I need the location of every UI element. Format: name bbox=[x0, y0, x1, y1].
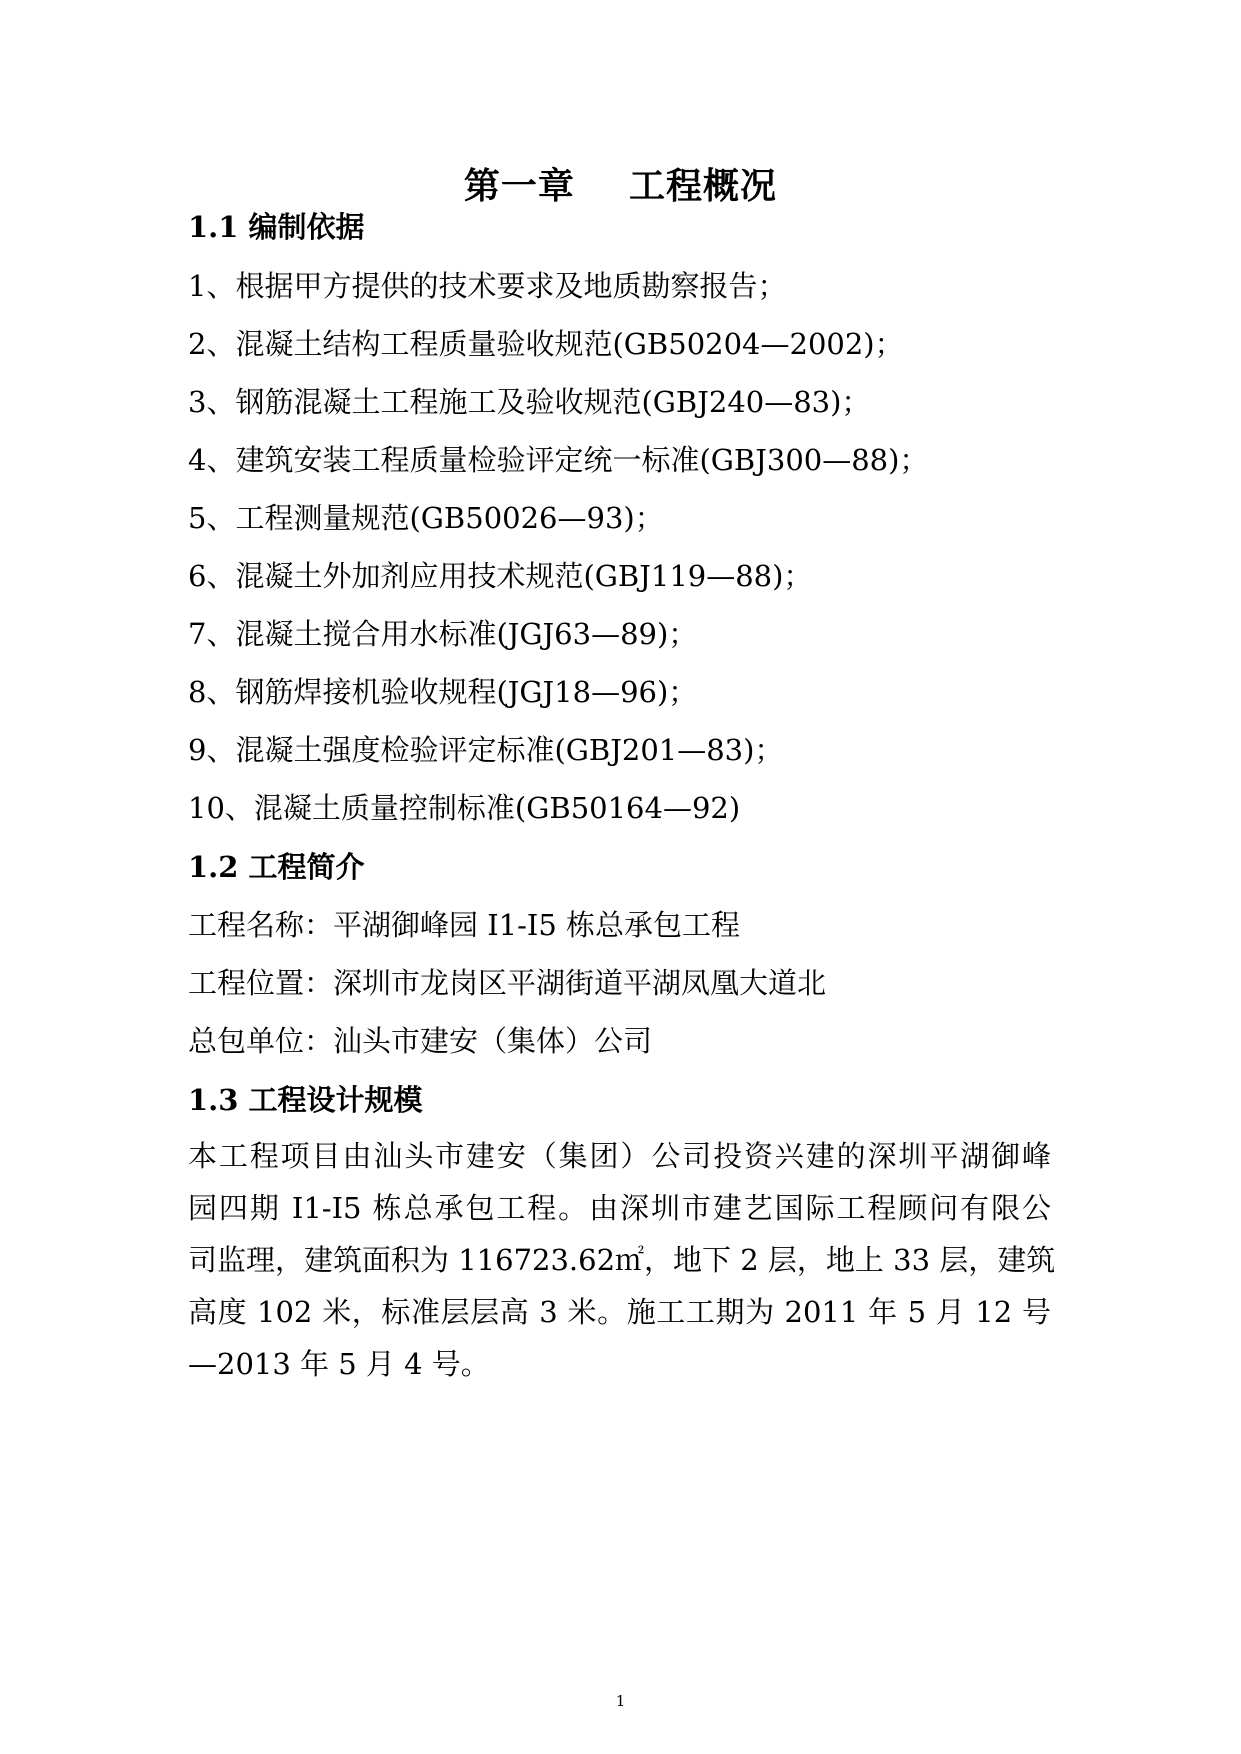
reference-item-8: 8、钢筋焊接机验收规程(JGJ18—96)； bbox=[188, 675, 698, 709]
project-name: 工程名称：平湖御峰园 I1-I5 栋总承包工程 bbox=[188, 908, 741, 942]
paragraph-line-5: —2013 年 5 月 4 号。 bbox=[188, 1347, 490, 1381]
section-heading-1-1: 1.1 编制依据 bbox=[188, 210, 365, 244]
project-location: 工程位置：深圳市龙岗区平湖街道平湖凤凰大道北 bbox=[188, 966, 827, 1000]
paragraph-line-4: 高度 102 米，标准层层高 3 米。施工工期为 2011 年 5 月 12 号 bbox=[188, 1295, 1051, 1329]
reference-item-3: 3、钢筋混凝土工程施工及验收规范(GBJ240—83)； bbox=[188, 385, 871, 419]
paragraph-line-3: 司监理，建筑面积为 116723.62㎡，地下 2 层，地上 33 层，建筑 bbox=[188, 1243, 1056, 1277]
section-heading-1-3: 1.3 工程设计规模 bbox=[188, 1083, 423, 1117]
reference-item-10: 10、混凝土质量控制标准(GB50164—92) bbox=[188, 791, 741, 825]
reference-item-9: 9、混凝土强度检验评定标准(GBJ201—83)； bbox=[188, 733, 784, 767]
reference-item-1: 1、根据甲方提供的技术要求及地质勘察报告； bbox=[188, 269, 787, 303]
reference-item-7: 7、混凝土搅合用水标准(JGJ63—89)； bbox=[188, 617, 698, 651]
reference-item-4: 4、建筑安装工程质量检验评定统一标准(GBJ300—88)； bbox=[188, 443, 929, 477]
reference-item-5: 5、工程测量规范(GB50026—93)； bbox=[188, 501, 664, 535]
paragraph-line-1: 本工程项目由汕头市建安（集团）公司投资兴建的深圳平湖御峰 bbox=[188, 1139, 1051, 1173]
reference-item-6: 6、混凝土外加剂应用技术规范(GBJ119—88)； bbox=[188, 559, 813, 593]
section-heading-1-2: 1.2 工程简介 bbox=[188, 850, 365, 884]
paragraph-line-2: 园四期 I1-I5 栋总承包工程。由深圳市建艺国际工程顾问有限公 bbox=[188, 1191, 1051, 1225]
general-contractor: 总包单位：汕头市建安（集体）公司 bbox=[188, 1024, 653, 1058]
design-scale-paragraph bbox=[188, 1130, 1056, 1390]
chapter-title: 第一章 工程概况 bbox=[463, 165, 778, 207]
page-number: 1 bbox=[615, 1692, 626, 1710]
reference-item-2: 2、混凝土结构工程质量验收规范(GB50204—2002)； bbox=[188, 327, 904, 361]
